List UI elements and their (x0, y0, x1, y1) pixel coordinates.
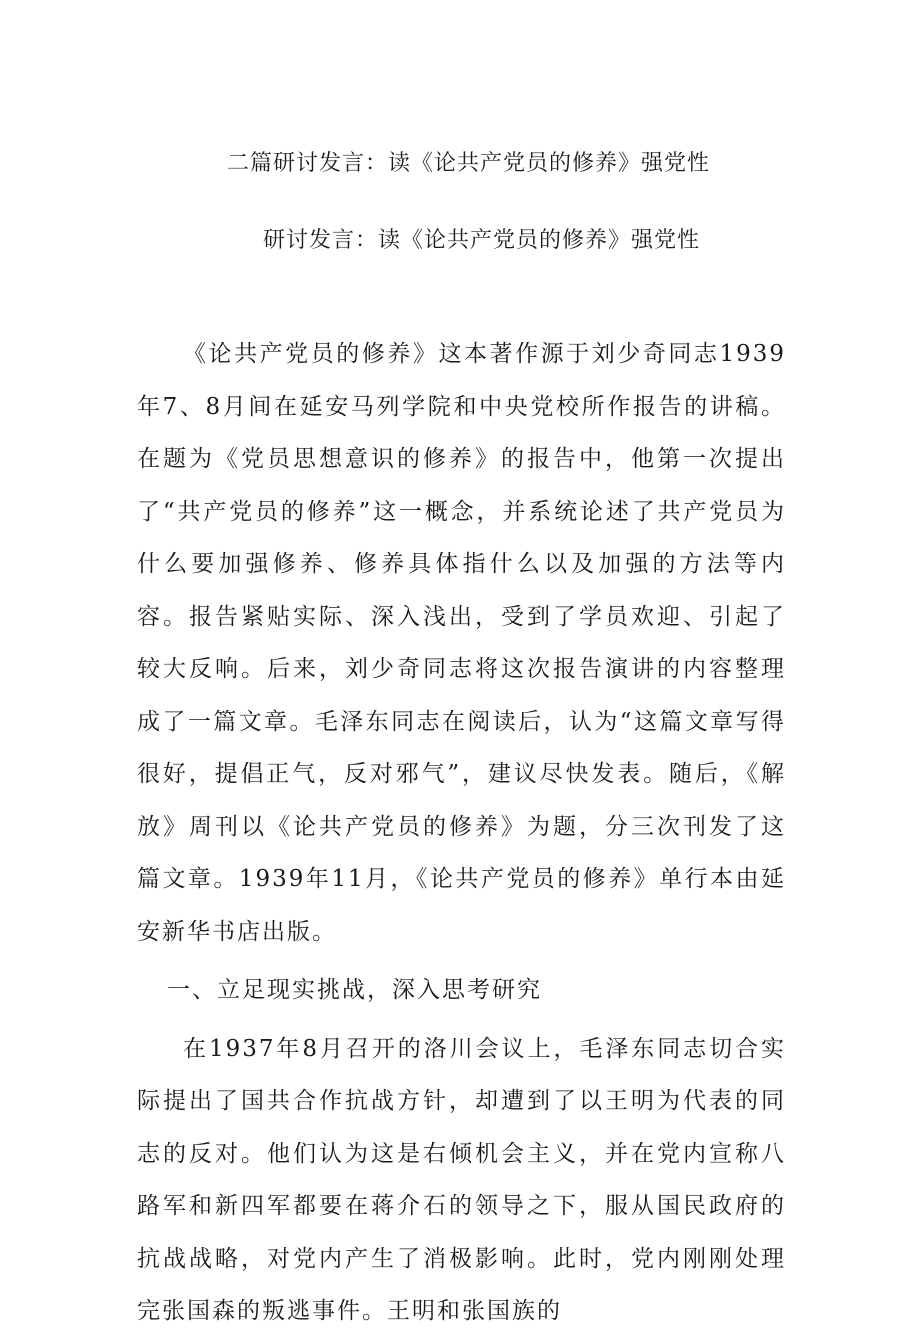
body-paragraph-1: 《论共产党员的修养》这本著作源于刘少奇同志1939年7、8月间在延安马列学院和中央党校所作报告的讲稿。在题为《党员思想意识的修养》的报告中，他第一次提出了“共产党员的修养”这一概念，并系统论述了共产党员为什么要加强修养、修养具体指什么以及加强的方法等内容。报告紧贴实际、深入浅出，受到了学员欢迎、引起了较大反响。后来，刘少奇同志将这次报告演讲的内容整理成了一篇文章。毛泽东同志在阅读后，认为“这篇文章写得很好，提倡正气，反对邪气”，建议尽快发表。随后，《解放》周刊以《论共产党员的修养》为题，分三次刊发了这篇文章。1939年11月，《论共产党员的修养》单行本由延安新华书店出版。 (137, 341, 786, 945)
section-heading-1: 一、立足现实挑战，深入思考研究 (167, 977, 542, 1003)
document-subtitle: 研讨发言：读《论共产党员的修养》强党性 (262, 228, 700, 253)
body-paragraph-2: 在1937年8月召开的洛川会议上，毛泽东同志切合实际提出了国共合作抗战方针，却遭到了以王明为代表的同志的反对。他们认为这是右倾机会主义，并在党内宣称八路军和新四军都要在蒋介石的领导之下，服从国民政府的抗战战略，对党内产生了消极影响。此时，党内刚刚处理完张国森的叛逃事件。王明和张国族的 (137, 1035, 786, 1324)
document-title: 二篇研讨发言：读《论共产党员的修养》强党性 (226, 151, 710, 176)
